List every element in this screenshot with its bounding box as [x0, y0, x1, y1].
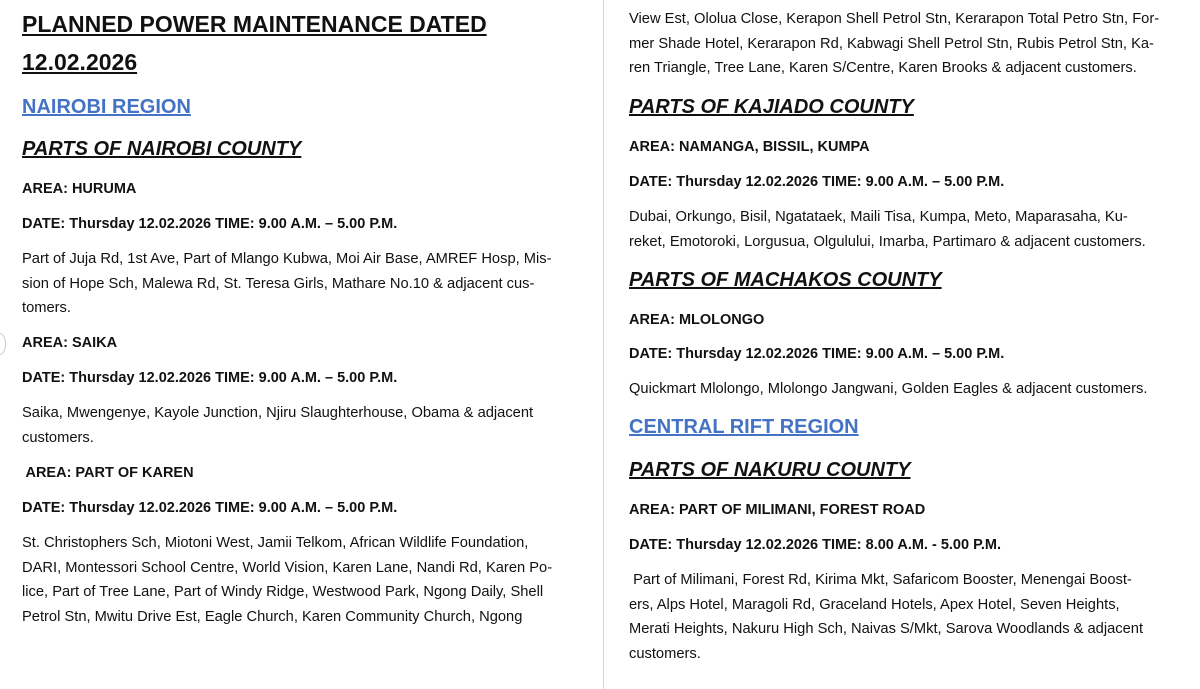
document-title-date: 12.02.2026: [22, 49, 138, 75]
text-line: Petrol Stn, Mwitu Drive Est, Eagle Church, Karen Community Church, Ngong: [22, 609, 523, 626]
text-line: mer Shade Hotel, Kerarapon Rd, Kabwagi Shell Petrol Stn, Rubis Petrol Stn, Ka-: [629, 35, 1154, 52]
text-line: Part of Juja Rd, 1st Ave, Part of Mlango Kubwa, Moi Air Base, AMREF Hosp, Mis-: [22, 251, 552, 267]
text-line: Merati Heights, Nakuru High Sch, Naivas S/Mkt, Sarova Woodlands & adjacent: [629, 621, 1144, 638]
region-heading-central-rift: CENTRAL RIFT REGION: [629, 416, 859, 438]
county-heading-nairobi: PARTS OF NAIROBI COUNTY: [22, 138, 302, 160]
date-time-label: DATE: Thursday 12.02.2026 TIME: 8.00 A.M. - 5.00 P.M.: [629, 537, 1002, 553]
date-time-label: DATE: Thursday 12.02.2026 TIME: 9.00 A.M. – 5.00 P.M.: [629, 174, 1005, 190]
date-time-label: DATE: Thursday 12.02.2026 TIME: 9.00 A.M. – 5.00 P.M.: [22, 500, 398, 516]
area-label: AREA: PART OF KAREN: [22, 465, 194, 481]
text-line: customers.: [629, 646, 701, 663]
text-line: Part of Milimani, Forest Rd, Kirima Mkt, Safaricom Booster, Menengai Boost-: [629, 572, 1132, 588]
county-heading-nakuru: PARTS OF NAKURU COUNTY: [629, 459, 911, 481]
text-line: Saika, Mwengenye, Kayole Junction, Njiru Slaughterhouse, Obama & adjacent: [22, 405, 534, 421]
text-line: customers.: [22, 429, 94, 446]
text-line: sion of Hope Sch, Malewa Rd, St. Teresa Girls, Mathare No.10 & adjacent cus-: [22, 275, 535, 292]
text-line: reket, Emotoroki, Lorgusua, Olgulului, Imarba, Partimaro & adjacent customers.: [629, 233, 1146, 250]
affected-areas-text: [629, 377, 1147, 402]
area-label: AREA: NAMANGA, BISSIL, KUMPA: [629, 139, 870, 155]
affected-areas-text: [22, 247, 552, 321]
text-line: tomers.: [22, 300, 71, 317]
date-time-label: DATE: Thursday 12.02.2026 TIME: 9.00 A.M. – 5.00 P.M.: [629, 346, 1005, 362]
area-label: AREA: PART OF MILIMANI, FOREST ROAD: [629, 502, 926, 518]
area-label: AREA: HURUMA: [22, 181, 137, 197]
region-heading-nairobi: NAIROBI REGION: [22, 96, 191, 118]
county-heading-kajiado: PARTS OF KAJIADO COUNTY: [629, 96, 914, 118]
date-time-label: DATE: Thursday 12.02.2026 TIME: 9.00 A.M. – 5.00 P.M.: [22, 216, 398, 232]
text-line: Quickmart Mlolongo, Mlolongo Jangwani, Golden Eagles & adjacent customers.: [629, 381, 1148, 397]
county-heading-machakos: PARTS OF MACHAKOS COUNTY: [629, 269, 942, 291]
document-title: PLANNED POWER MAINTENANCE DATED: [22, 11, 487, 37]
text-line: Dubai, Orkungo, Bisil, Ngatataek, Maili Tisa, Kumpa, Meto, Maparasaha, Ku-: [629, 209, 1128, 225]
text-line: lice, Part of Tree Lane, Part of Windy Ridge, Westwood Park, Ngong Daily, Shell: [22, 584, 544, 601]
text-line: ren Triangle, Tree Lane, Karen S/Centre, Karen Brooks & adjacent customers.: [629, 60, 1137, 77]
date-time-label: DATE: Thursday 12.02.2026 TIME: 9.00 A.M. – 5.00 P.M.: [22, 370, 398, 386]
text-line: ers, Alps Hotel, Maragoli Rd, Graceland Hotels, Apex Hotel, Seven Heights,: [629, 596, 1120, 613]
affected-areas-text: [629, 205, 1146, 254]
area-label: AREA: SAIKA: [22, 335, 118, 351]
text-line: DARI, Montessori School Centre, World Vision, Karen Lane, Nandi Rd, Karen Po-: [22, 559, 553, 576]
column-divider: [603, 0, 604, 689]
text-line: View Est, Ololua Close, Kerapon Shell Petrol Stn, Kerarapon Total Petro Stn, For-: [629, 11, 1160, 27]
area-label: AREA: MLOLONGO: [629, 312, 765, 328]
continued-areas-text: [629, 7, 1159, 81]
text-line: St. Christophers Sch, Miotoni West, Jamii Telkom, African Wildlife Foundation,: [22, 535, 529, 551]
affected-areas-text: [22, 531, 552, 630]
affected-areas-text: [629, 568, 1143, 667]
page-edge-handle: [0, 333, 6, 355]
affected-areas-text: [22, 401, 533, 450]
